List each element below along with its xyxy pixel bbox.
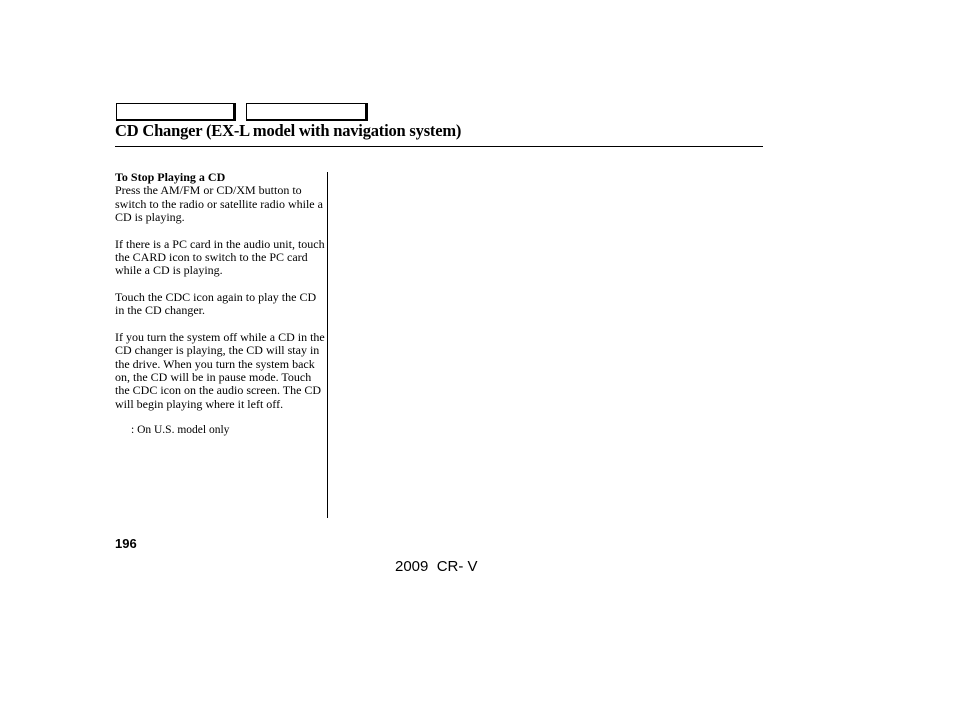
- paragraph-switch-radio: Press the AM/FM or CD/XM button to switch to the radio or satellite radio while a CD is playing.: [115, 183, 323, 224]
- nav-tab-index[interactable]: [246, 103, 368, 121]
- nav-tab-main-menu[interactable]: [116, 103, 236, 121]
- page-title: CD Changer (EX-L model with navigation system): [115, 121, 462, 140]
- paragraph-system-off: If you turn the system off while a CD in the CD changer is playing, the CD will stay in the drive. When you turn the system back on, the CD will be in pause mode. Touch the CDC icon on the audio screen. The CD will begin playing where it left off.: [115, 330, 325, 411]
- column-divider: [327, 172, 328, 518]
- paragraph-cdc-icon: Touch the CDC icon again to play the CD in the CD changer.: [115, 290, 317, 318]
- title-divider: [115, 146, 763, 147]
- nav-tabs: [116, 103, 376, 121]
- paragraph-pc-card: If there is a PC card in the audio unit, touch the CARD icon to switch to the PC card while a CD is playing.: [115, 236, 325, 278]
- page-number: 196: [115, 536, 137, 551]
- text-column: [115, 171, 325, 438]
- section-heading: To Stop Playing a CD: [115, 170, 226, 184]
- footnote-us-model: : On U.S. model only: [131, 424, 230, 437]
- footer-model-name: 2009 CR- V: [395, 558, 478, 575]
